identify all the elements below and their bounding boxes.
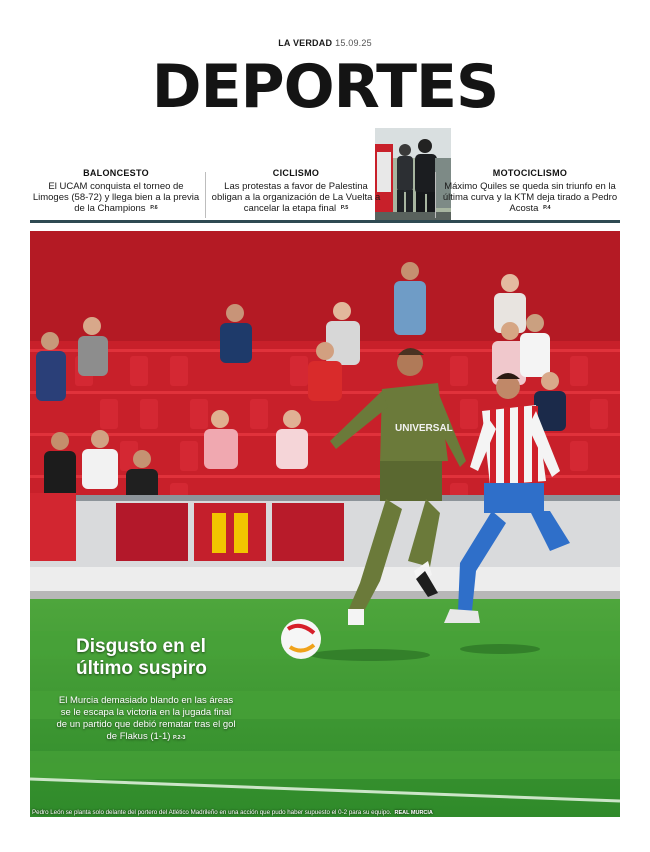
headline-line: último suspiro bbox=[76, 658, 207, 679]
column-divider bbox=[435, 172, 436, 218]
teaser-kicker: CICLISMO bbox=[272, 168, 320, 178]
page-reference: P.2-3 bbox=[173, 735, 186, 741]
headline-line: Disgusto en el bbox=[76, 636, 206, 657]
page-reference: P.6 bbox=[150, 205, 158, 211]
teaser-kicker: MOTOCICLISMO bbox=[492, 168, 568, 178]
teaser-text: El UCAM conquista el torneo de Limoges (58-72) y llega bien a la previa de la Champions bbox=[32, 181, 200, 215]
teaser-motorcycling[interactable] bbox=[440, 168, 620, 214]
section-rule bbox=[30, 220, 620, 223]
teaser-kicker: BALONCESTO bbox=[83, 168, 149, 178]
main-headline[interactable] bbox=[76, 636, 246, 680]
page-reference: P.4 bbox=[543, 205, 551, 211]
section-title: DEPORTES bbox=[151, 52, 499, 122]
column-divider bbox=[205, 172, 206, 218]
paper-name: LA VERDAD bbox=[278, 38, 333, 48]
teaser-cycling[interactable] bbox=[210, 168, 382, 214]
issue-date: 15.09.25 bbox=[335, 38, 372, 48]
photo-caption bbox=[32, 809, 622, 816]
page-reference: P.5 bbox=[340, 205, 349, 211]
caption-text: Pedro León se planta solo delante del portero del Atlético Madrileño en una acción que pudo haber supuesto el 0-2 para su equipo. bbox=[32, 809, 392, 816]
teaser-text: Las protestas a favor de Palestina obligan a la organización de La Vuelta a cancelar la etapa final bbox=[211, 181, 381, 215]
photo-credit: REAL MURCIA bbox=[394, 810, 433, 816]
standfirst bbox=[56, 695, 236, 744]
football bbox=[281, 619, 321, 659]
teaser-basketball[interactable] bbox=[30, 168, 202, 214]
standfirst-text: El Murcia demasiado blando en las áreas se le escapa la victoria en la jugada final de un partido que debió rematar tras el gol de Flakus (1-1) bbox=[56, 695, 236, 742]
teaser-text: Máximo Quiles se queda sin triunfo en la última curva y la KTM deja tirado a Pedro Acosta bbox=[442, 181, 618, 215]
masthead bbox=[0, 38, 650, 48]
shirt-sponsor: UNIVERSAL bbox=[395, 423, 453, 434]
teaser-strip bbox=[30, 168, 620, 220]
